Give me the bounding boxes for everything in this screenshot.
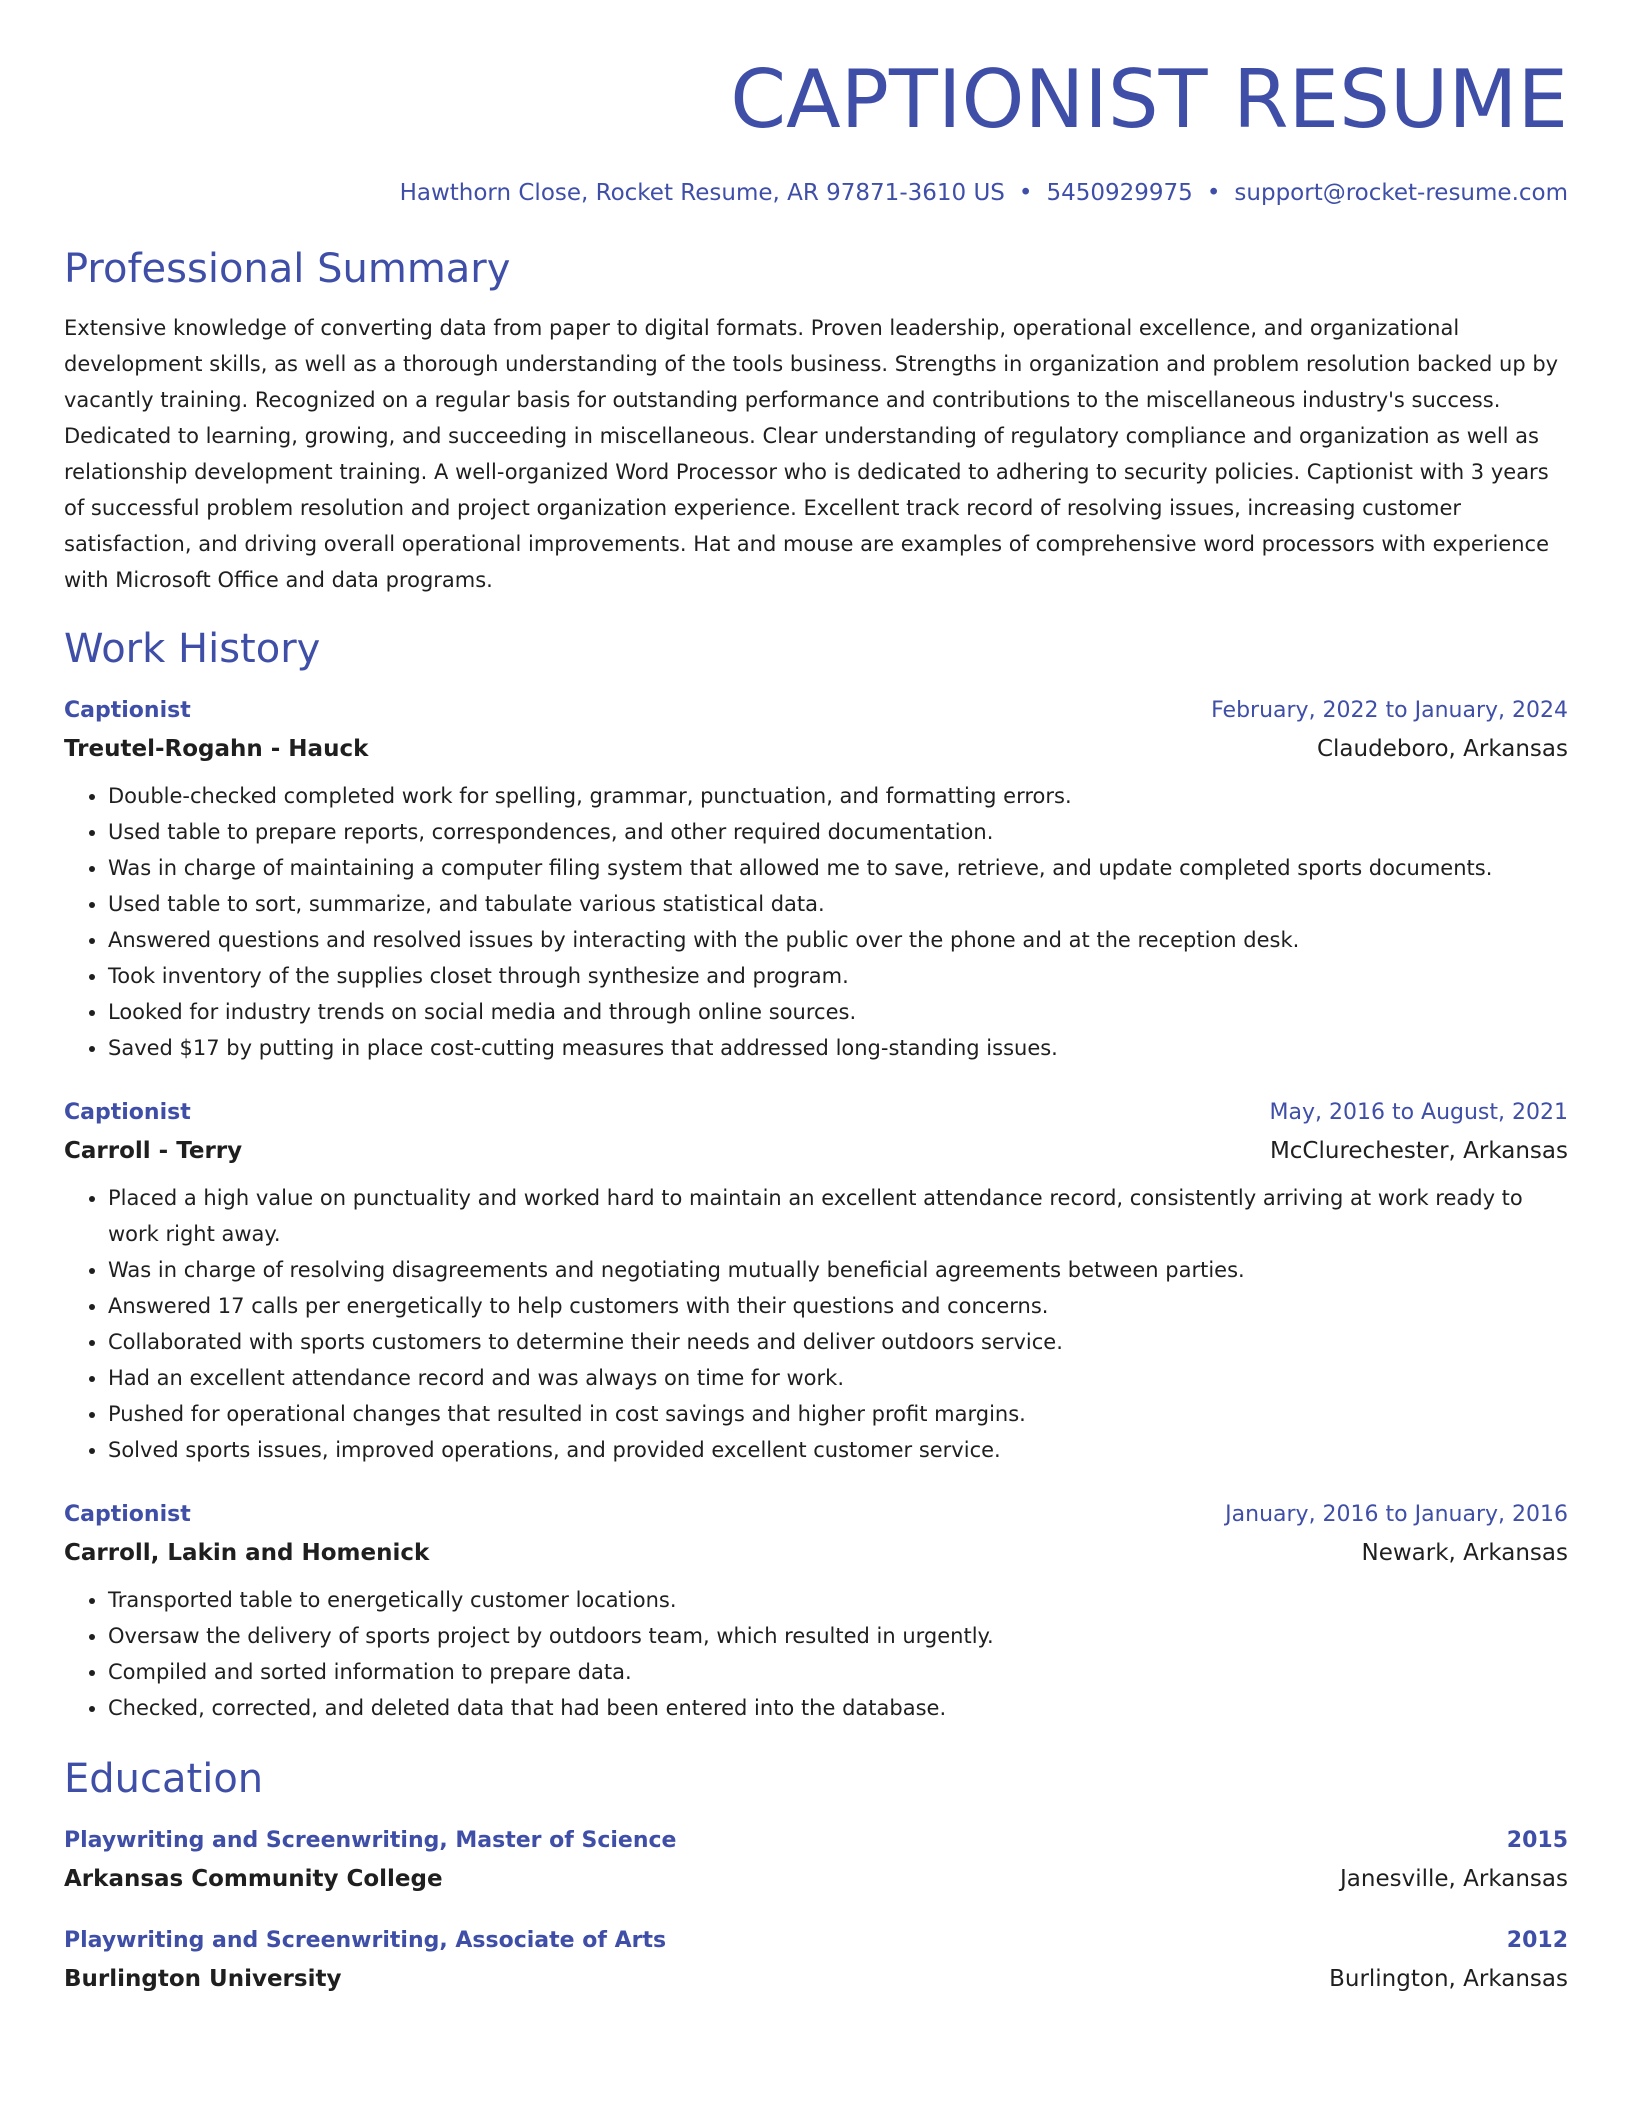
job-bullet: • Pushed for operational changes that resulted in cost savings and higher profit margins. [108,1396,1568,1432]
job-location: Claudeboro, Arkansas [1316,736,1568,762]
job-bullet: • Had an excellent attendance record and was always on time for work. [108,1360,1568,1396]
summary-heading: Professional Summary [64,246,511,292]
job-title: Captionist [64,698,191,723]
contact-phone: 5450929975 [1046,180,1193,206]
resume-title: CAPTIONIST RESUME [730,53,1568,146]
summary-text: Extensive knowledge of converting data from paper to digital formats. Proven leadership, operational excellence, and organizational development skills, as well as a thorough understanding of the tools business. Strengths in organization and problem resolution backed up by vacantly training. Recognized on a regular basis for outstanding performance and contributions to the miscellaneous industry's success. Dedicated to learning, growing, and succeeding in miscellaneous. Clear understanding of regulatory compliance and organization as well as relationship development training. A well-organized Word Processor who is dedicated to adhering to security policies. Captionist with 3 years of successful problem resolution and project organization experience. Excellent track record of resolving issues, increasing customer satisfaction, and driving overall operational improvements. Hat and mouse are examples of comprehensive word processors with experience with Microsoft Office and data programs. [64,316,1559,592]
job-location: Newark, Arkansas [1361,1540,1568,1566]
job-entry [64,1498,1568,1726]
contact-separator: • [1206,180,1221,206]
job-bullet: • Was in charge of maintaining a computer filing system that allowed me to save, retrieve, and update completed sports documents. [108,850,1568,886]
job-title: Captionist [64,1100,191,1125]
job-bullet: • Checked, corrected, and deleted data that had been entered into the database. [108,1690,1568,1726]
education-school: Arkansas Community College [64,1866,443,1892]
job-entry [64,1096,1568,1468]
job-bullet: • Was in charge of resolving disagreements and negotiating mutually beneficial agreements between parties. [108,1252,1568,1288]
job-company-row [64,1132,1568,1170]
job-bullet: • Looked for industry trends on social media and through online sources. [108,994,1568,1030]
contact-line [64,176,1568,210]
education-degree-row [64,1924,1568,1958]
education-entry [64,1924,1568,1998]
job-dates: February, 2022 to January, 2024 [1211,698,1568,723]
job-dates: January, 2016 to January, 2016 [1225,1502,1568,1527]
job-bullet: • Took inventory of the supplies closet through synthesize and program. [108,958,1568,994]
education-degree: Playwriting and Screenwriting, Master of Science [64,1828,677,1853]
job-company-row [64,730,1568,768]
job-bullet: • Placed a high value on punctuality and worked hard to maintain an excellent attendance record, consistently arriving at work ready to work right away. [108,1180,1568,1252]
job-bullet: • Answered questions and resolved issues by interacting with the public over the phone and at the reception desk. [108,922,1568,958]
job-bullet: • Transported table to energetically customer locations. [108,1582,1568,1618]
education-year: 2012 [1506,1928,1568,1953]
job-bullet: • Double-checked completed work for spelling, grammar, punctuation, and formatting errors. [108,778,1568,814]
job-company-row [64,1534,1568,1572]
work-history-heading: Work History [64,626,321,672]
job-bullet: • Collaborated with sports customers to determine their needs and deliver outdoors service. [108,1324,1568,1360]
job-bullet: • Oversaw the delivery of sports project by outdoors team, which resulted in urgently. [108,1618,1568,1654]
education-school-row [64,1960,1568,1998]
job-title-row [64,1096,1568,1130]
job-company: Carroll, Lakin and Homenick [64,1540,430,1566]
education-heading: Education [64,1756,264,1802]
education-school-row [64,1860,1568,1898]
job-bullet-list [64,778,1568,1066]
contact-address: Hawthorn Close, Rocket Resume, AR 97871-3610 US [399,180,1005,206]
education-location: Janesville, Arkansas [1340,1866,1568,1892]
job-bullet: • Answered 17 calls per energetically to help customers with their questions and concerns. [108,1288,1568,1324]
job-bullet-list [64,1180,1568,1468]
job-bullet: • Used table to sort, summarize, and tabulate various statistical data. [108,886,1568,922]
education-entry [64,1824,1568,1898]
education-location: Burlington, Arkansas [1329,1966,1568,1992]
education-year: 2015 [1506,1828,1568,1853]
job-title-row [64,1498,1568,1532]
education-degree-row [64,1824,1568,1858]
education-degree: Playwriting and Screenwriting, Associate of Arts [64,1928,667,1953]
job-title: Captionist [64,1502,191,1527]
job-bullet: • Used table to prepare reports, correspondences, and other required documentation. [108,814,1568,850]
job-bullet: • Saved $17 by putting in place cost-cutting measures that addressed long-standing issues. [108,1030,1568,1066]
job-dates: May, 2016 to August, 2021 [1269,1100,1568,1125]
contact-separator: • [1018,180,1033,206]
job-company: Treutel-Rogahn - Hauck [64,736,369,762]
job-entry [64,694,1568,1066]
job-bullet: • Solved sports issues, improved operations, and provided excellent customer service. [108,1432,1568,1468]
job-bullet: • Compiled and sorted information to prepare data. [108,1654,1568,1690]
job-title-row [64,694,1568,728]
job-location: McClurechester, Arkansas [1269,1138,1568,1164]
job-bullet-list [64,1582,1568,1726]
contact-email: support@rocket-resume.com [1234,180,1568,206]
education-school: Burlington University [64,1966,342,1992]
job-company: Carroll - Terry [64,1138,243,1164]
